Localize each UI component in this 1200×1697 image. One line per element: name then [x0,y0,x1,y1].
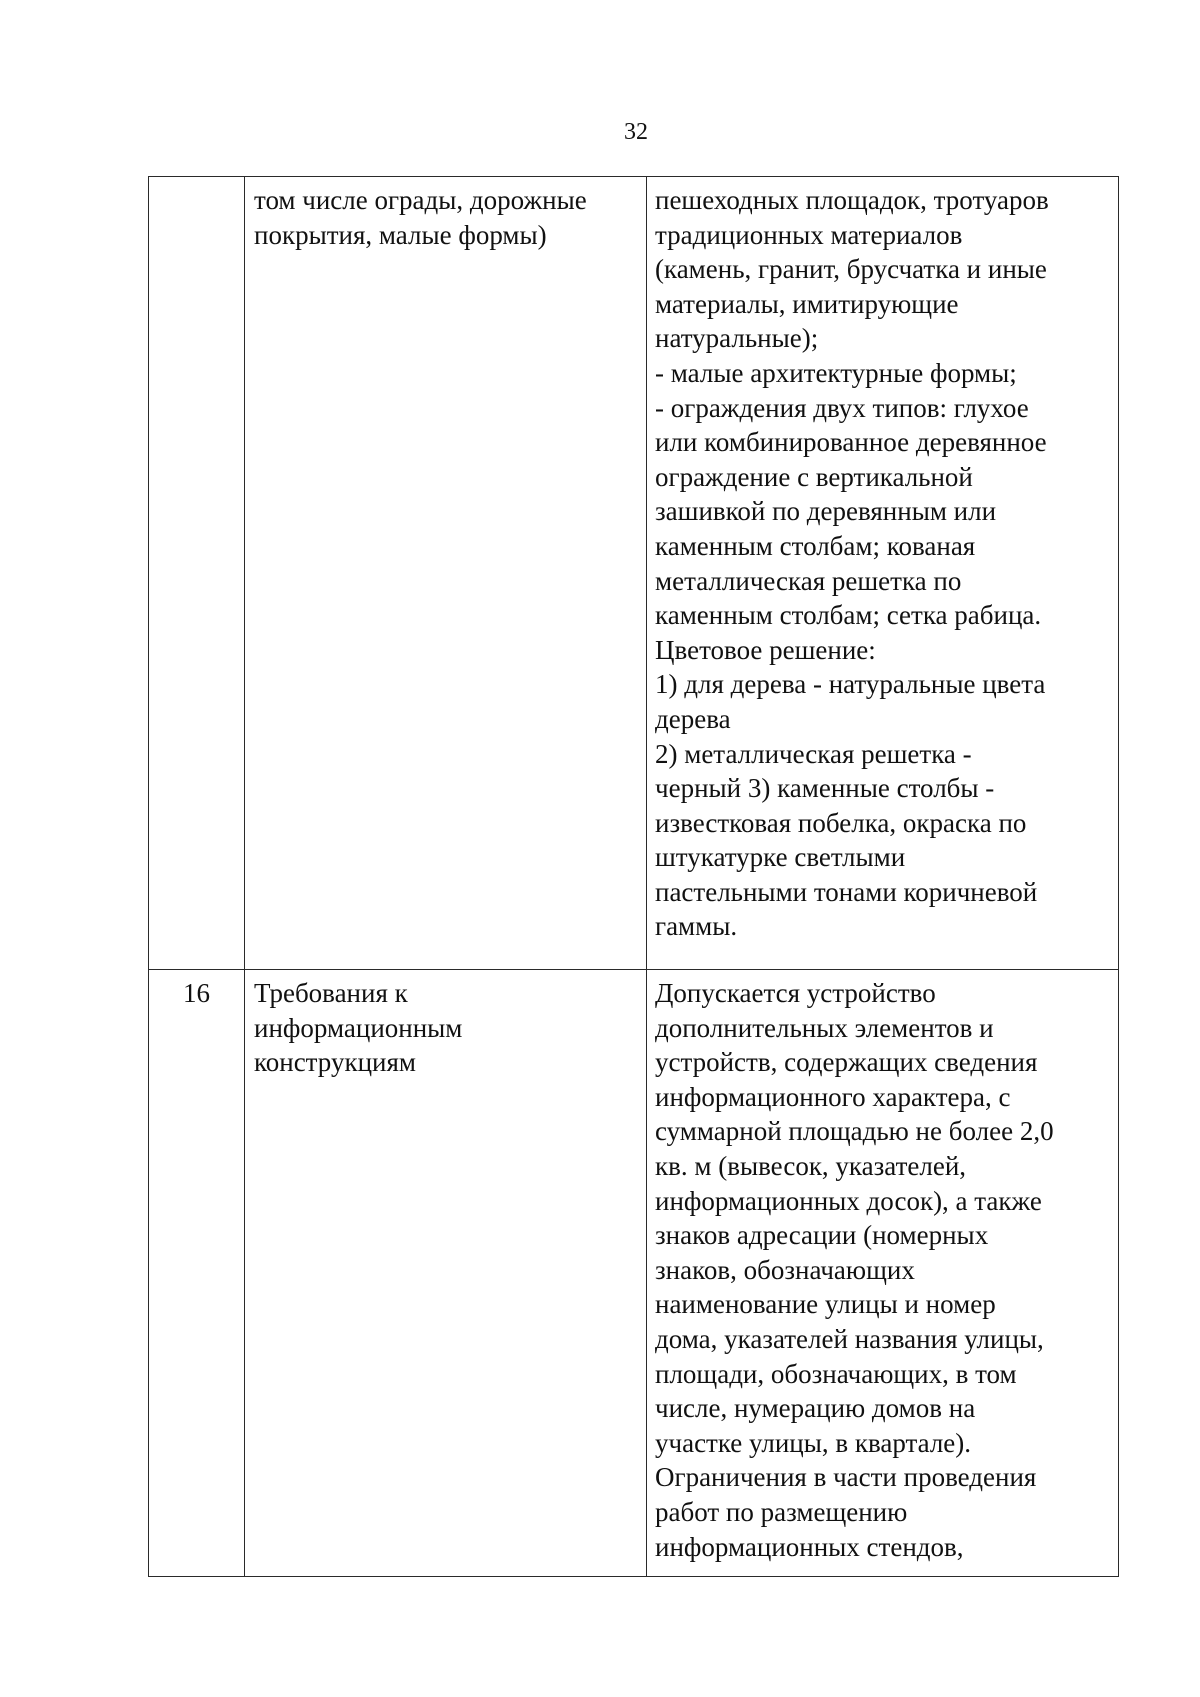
description-line: натуральные); [655,323,819,354]
name-line: покрытия, малые формы) [254,219,547,250]
description-line: каменным столбам; сетка рабица. [655,600,1042,631]
requirement-description-cell [647,177,1119,970]
description-line: кв. м (вывесок, указателей, [655,1150,967,1181]
description-line: известковая побелка, окраска по [655,807,1027,838]
description-line: каменным столбам; кованая [655,530,976,561]
description-line: пешеходных площадок, тротуаров [655,185,1049,215]
description-line: информационных досок), а также [655,1185,1042,1216]
table-row [149,177,1119,970]
description-line: информационных стендов, [655,1531,964,1562]
description-line: знаков, обозначающих [655,1254,915,1285]
requirements-table [148,176,1119,1577]
description-line: знаков адресации (номерных [655,1220,989,1251]
description-line: информационного характера, с [655,1081,1011,1112]
description-line: зашивкой по деревянным или [655,496,997,527]
description-line: черный 3) каменные столбы - [655,773,995,804]
table-row [149,970,1119,1577]
description-line: участке улицы, в квартале). [655,1427,972,1458]
description-line: штукатурке светлыми [655,842,906,873]
description-line: 1) для дерева - натуральные цвета [655,669,1046,700]
name-line: конструкциям [254,1047,416,1078]
description-line: Ограничения в части проведения [655,1462,1037,1493]
row-number-cell: 16 [149,970,245,1577]
description-line: наименование улицы и номер [655,1289,996,1320]
name-line: Требования к [254,978,408,1008]
description-line: - малые архитектурные формы; [655,357,1017,388]
description-line: дополнительных элементов и [655,1012,994,1043]
description-line: или комбинированное деревянное [655,427,1047,458]
description-line: ограждение с вертикальной [655,461,973,492]
description-line: дома, указателей названия улицы, [655,1323,1044,1354]
description-line: суммарной площадью не более 2,0 [655,1116,1054,1147]
description-line: работ по размещению [655,1496,908,1527]
description-line: (камень, гранит, брусчатка и иные [655,254,1047,285]
requirement-name-cell [245,970,647,1577]
description-line: устройств, содержащих сведения [655,1047,1038,1078]
description-line: Цветовое решение: [655,634,876,665]
description-line: пастельными тонами коричневой [655,876,1038,907]
description-line: Допускается устройство [655,978,936,1008]
row-number-cell [149,177,245,970]
requirement-name-cell [245,177,647,970]
description-line: традиционных материалов [655,219,963,250]
description-line: числе, нумерацию домов на [655,1393,976,1424]
description-line: материалы, имитирующие [655,288,959,319]
description-line: дерева [655,703,731,734]
description-line: - ограждения двух типов: глухое [655,392,1029,423]
description-line: металлическая решетка по [655,565,962,596]
description-line: гаммы. [655,911,738,942]
name-line: информационным [254,1012,463,1043]
description-line: площади, обозначающих, в том [655,1358,1017,1389]
requirement-description-cell [647,970,1119,1577]
name-line: том числе ограды, дорожные [254,185,587,215]
description-line: 2) металлическая решетка - [655,738,972,769]
page-number: 32 [624,119,648,145]
